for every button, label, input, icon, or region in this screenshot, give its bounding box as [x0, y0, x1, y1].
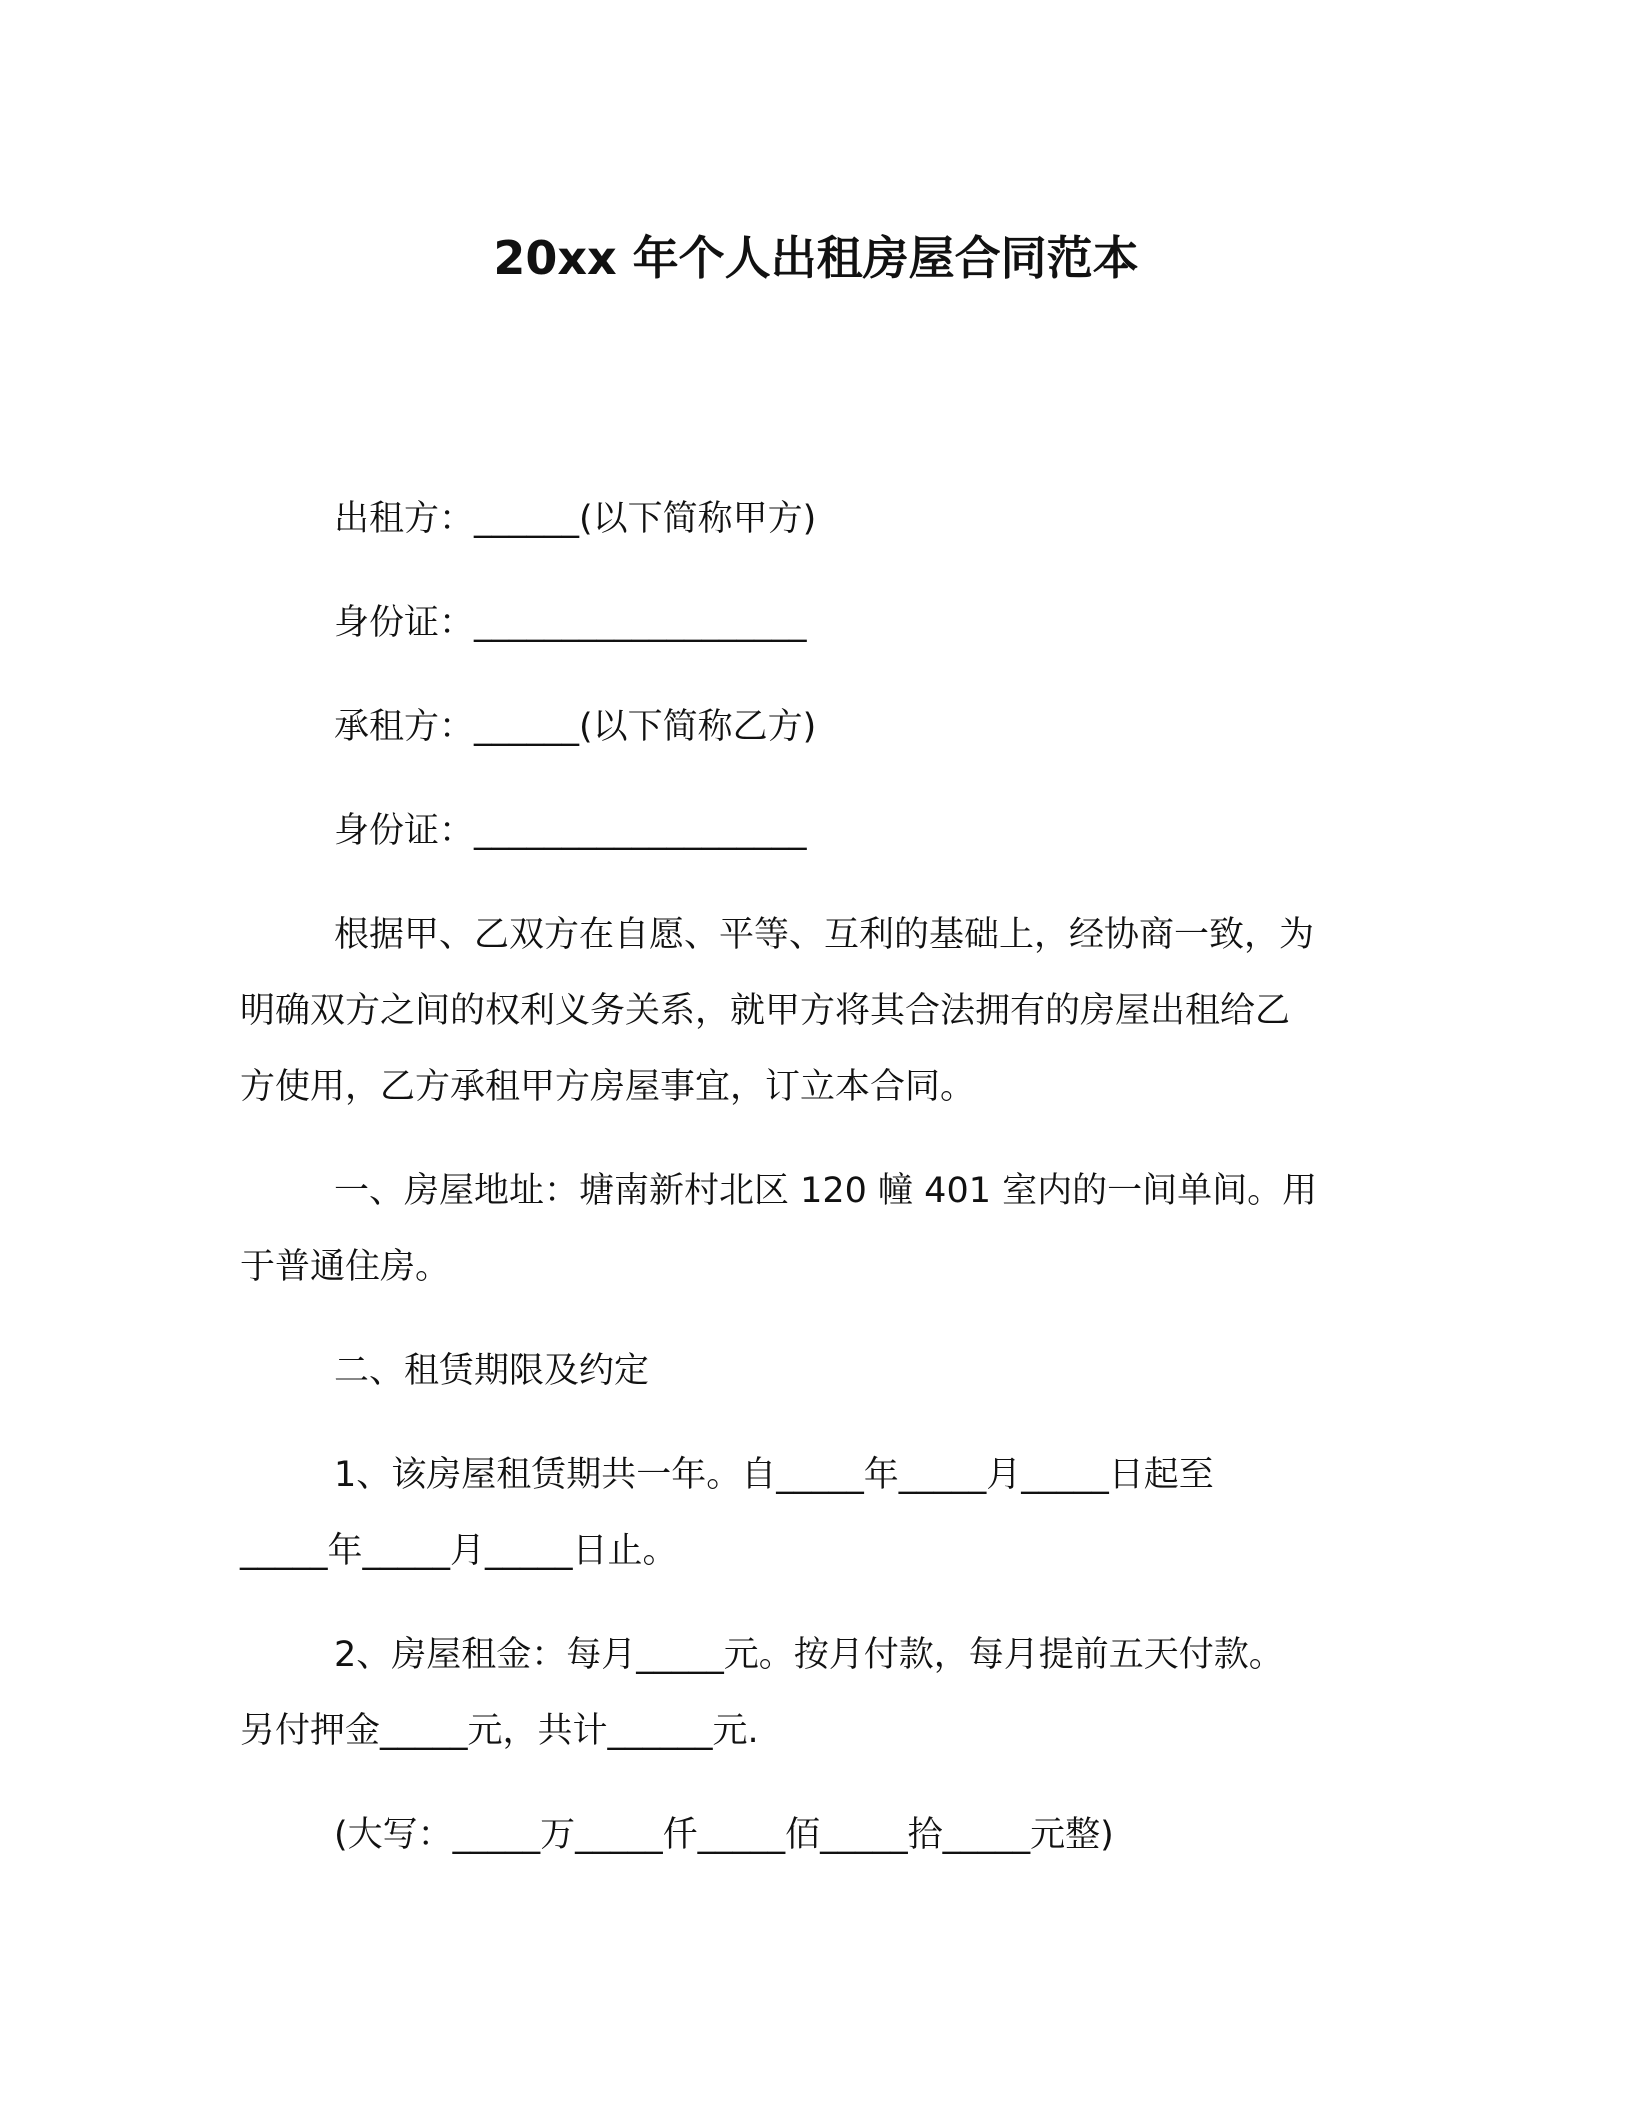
term-line-1: 1、该房屋租赁期共一年。自_____年_____月_____日起至 — [334, 1455, 1214, 1495]
address-line-1: 一、房屋地址：塘南新村北区 120 幢 401 室内的一间单间。用 — [334, 1171, 1318, 1211]
preamble-line-3: 方使用，乙方承租甲方房屋事宜，订立本合同。 — [240, 1067, 976, 1107]
lessee-line: 承租方：______(以下简称乙方) — [334, 707, 817, 747]
lessee-id-line: 身份证：___________________ — [334, 811, 807, 851]
rent-line-2: 另付押金_____元，共计______元. — [240, 1711, 759, 1751]
preamble-line-2: 明确双方之间的权利义务关系，就甲方将其合法拥有的房屋出租给乙 — [240, 991, 1291, 1031]
term-line-2: _____年_____月_____日止。 — [240, 1531, 678, 1571]
lessor-id-line: 身份证：___________________ — [334, 603, 807, 643]
preamble-line-1: 根据甲、乙双方在自愿、平等、互利的基础上，经协商一致，为 — [334, 915, 1315, 955]
amount-in-words-line: (大写：_____万_____仟_____佰_____拾_____元整) — [334, 1815, 1114, 1855]
address-line-2: 于普通住房。 — [240, 1247, 451, 1287]
rent-line-1: 2、房屋租金：每月_____元。按月付款，每月提前五天付款。 — [334, 1635, 1284, 1675]
document-title: 20xx 年个人出租房屋合同范本 — [493, 231, 1139, 285]
lessor-line: 出租方：______(以下简称甲方) — [334, 499, 817, 539]
section-two-heading: 二、租赁期限及约定 — [334, 1351, 650, 1391]
